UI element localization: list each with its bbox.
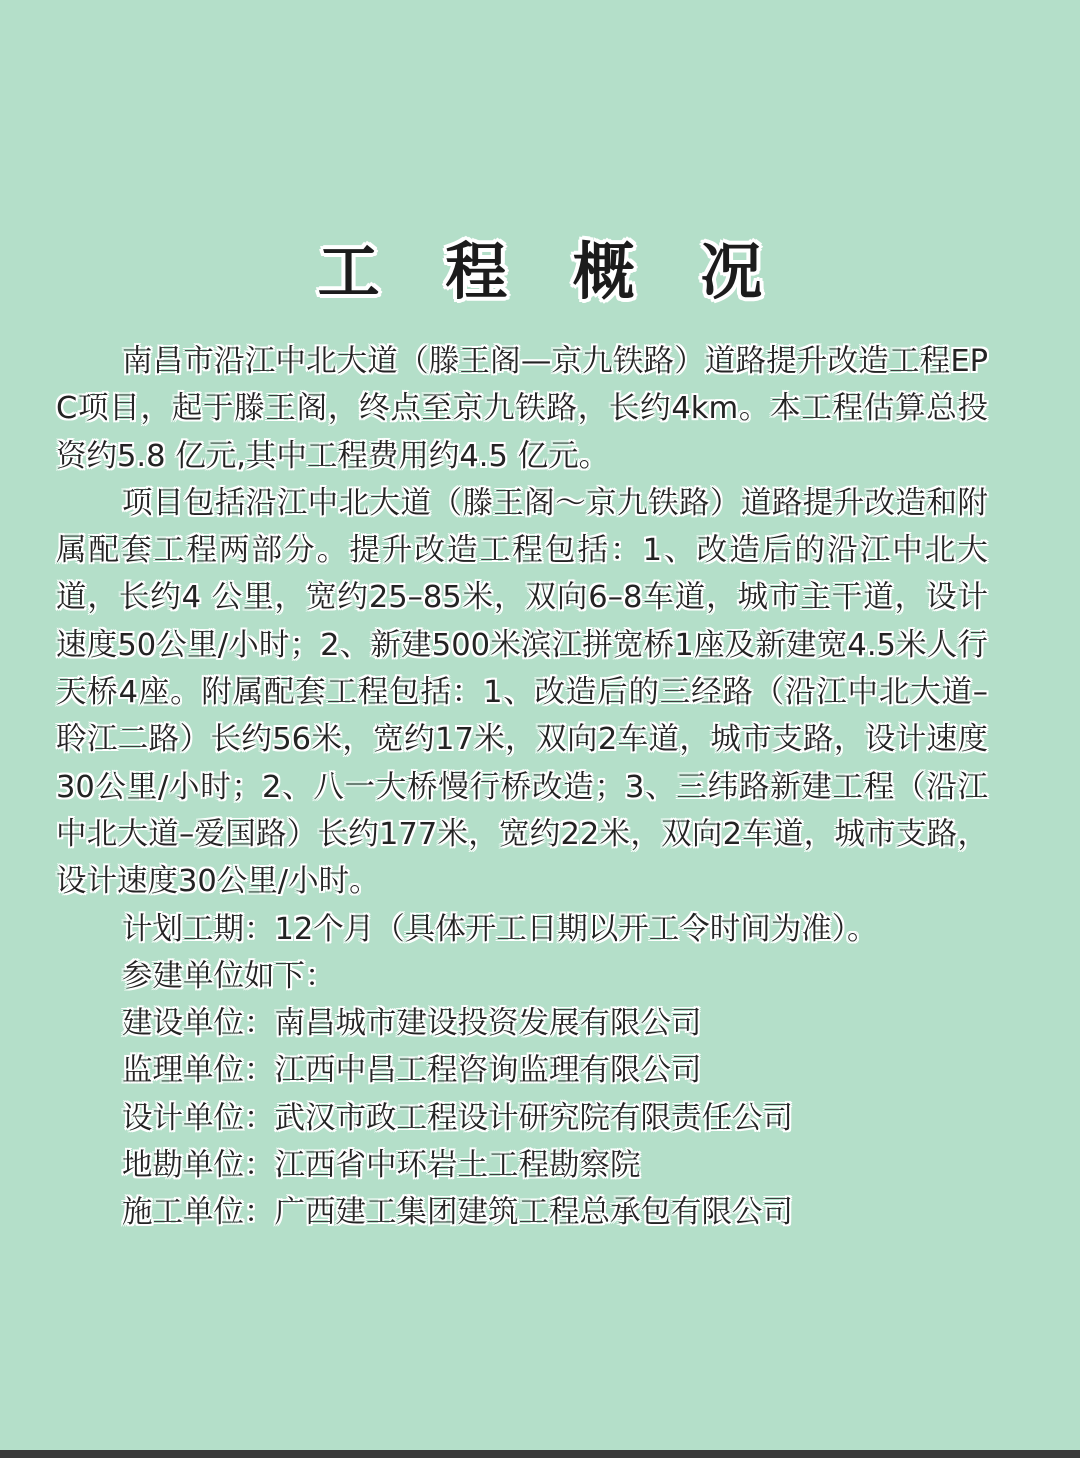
unit-survey: 地勘单位：江西省中环岩土工程勘察院 (122, 1148, 641, 1184)
bottom-edge (0, 1450, 1080, 1458)
unit-design: 设计单位：武汉市政工程设计研究院有限责任公司 (122, 1100, 793, 1136)
unit-contractor: 施工单位：广西建工集团建筑工程总承包有限公司 (122, 1195, 793, 1231)
overview-body (56, 338, 988, 1237)
unit-supervision: 监理单位：江西中昌工程咨询监理有限公司 (122, 1053, 702, 1089)
page-title: 工 程 概 况 (317, 235, 785, 308)
paragraph-project-summary: 南昌市沿江中北大道（滕王阁—京九铁路）道路提升改造工程EPC项目，起于滕王阁，终点至京九铁路，长约4km。本工程估算总投资约5.8 亿元,其中工程费用约4.5 亿元。 (56, 344, 988, 474)
paragraph-units-intro: 参建单位如下： (122, 958, 336, 994)
paragraph-schedule: 计划工期：12个月（具体开工日期以开工令时间为准）。 (122, 911, 878, 947)
unit-construction-owner: 建设单位：南昌城市建设投资发展有限公司 (122, 1006, 702, 1042)
paragraph-project-scope: 项目包括沿江中北大道（滕王阁～京九铁路）道路提升改造和附属配套工程两部分。提升改造工程包括：1、改造后的沿江中北大道，长约4 公里，宽约25–85米，双向6–8车道，城市主干道，设计速度50公里/小时；2、新建500米滨江拼宽桥1座及新建宽4.5米人行天桥4座。附属配套工程包括：1、改造后的三经路（沿江中北大道–聆江二路）长约56米，宽约17米，双向2车道，城市支路，设计速度30公里/小时；2、八一大桥慢行桥改造；3、三纬路新建工程（沿江中北大道–爱国路）长约177米，宽约22米，双向2车道，城市支路，设计速度30公里/小时。 (56, 485, 988, 900)
